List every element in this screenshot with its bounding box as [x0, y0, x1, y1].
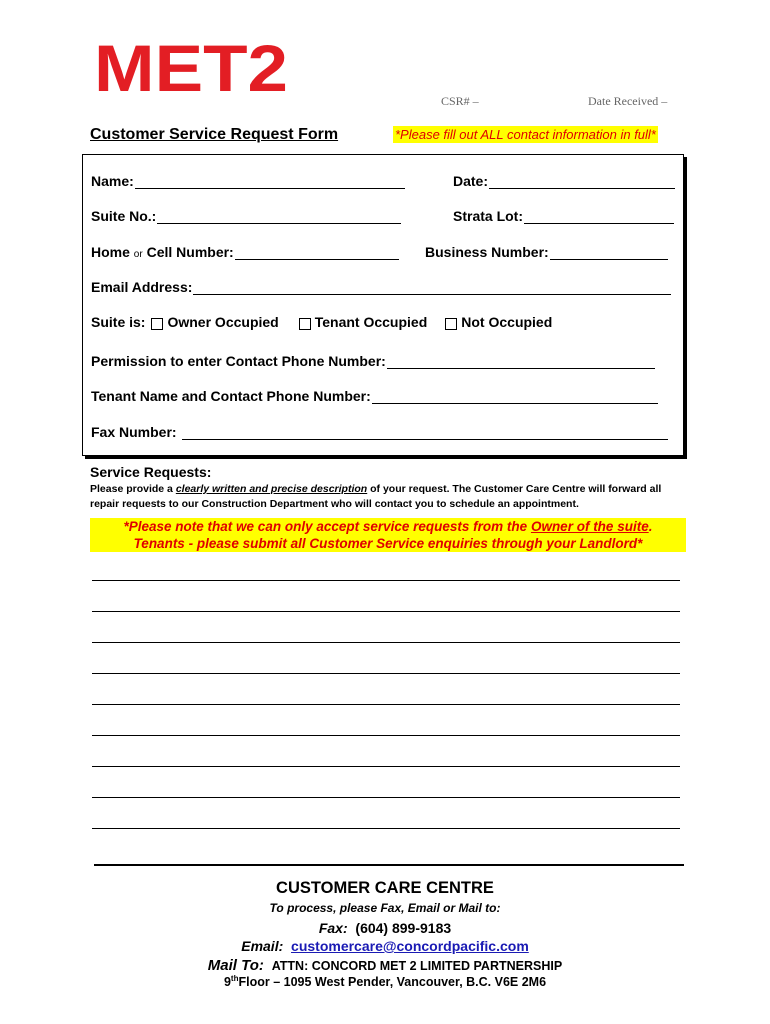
or-label: or: [133, 249, 143, 260]
owner-only-notice: [90, 518, 686, 552]
service-requests-title: Service Requests:: [90, 464, 212, 480]
strata-lot-label: Strata Lot:: [453, 208, 523, 224]
fax-number-input-line[interactable]: [182, 425, 668, 440]
instructions-emphasis: clearly written and precise description: [175, 483, 368, 495]
tenant-name-field[interactable]: [91, 388, 658, 404]
tenant-name-label: Tenant Name and Contact Phone Number:: [91, 388, 371, 404]
request-writing-line[interactable]: [92, 704, 680, 705]
contact-info-notice: *Please fill out ALL contact information in full*: [395, 127, 656, 142]
customer-care-title: CUSTOMER CARE CENTRE: [276, 879, 494, 897]
date-field[interactable]: [453, 173, 675, 189]
customer-care-subtitle: To process, please Fax, Email or Mail to:: [269, 901, 501, 915]
owner-occupied-checkbox[interactable]: [151, 318, 163, 330]
email-link[interactable]: customercare@concordpacific.com: [291, 938, 529, 954]
suite-no-label: Suite No.:: [91, 208, 157, 224]
date-input-line[interactable]: [489, 174, 675, 189]
strata-lot-input-line[interactable]: [524, 209, 674, 224]
name-input-line[interactable]: [135, 174, 405, 189]
request-writing-line[interactable]: [92, 797, 680, 798]
email-address-input-line[interactable]: [193, 280, 671, 295]
fax-label: Fax:: [318, 920, 348, 936]
not-occupied-label: Not Occupied: [461, 314, 553, 330]
mail-label: Mail To:: [207, 957, 264, 974]
business-number-label: Business Number:: [425, 244, 549, 260]
email-contact: [0, 938, 770, 954]
instructions-text-start: Please provide a: [90, 483, 173, 495]
business-number-field[interactable]: [425, 244, 668, 260]
met2-logo: [94, 36, 290, 98]
fax-value: (604) 899-9183: [355, 920, 452, 936]
request-writing-line[interactable]: [92, 673, 680, 674]
fax-number-field[interactable]: [91, 424, 668, 440]
fax-number-label: Fax Number:: [91, 424, 177, 440]
suite-no-field[interactable]: [91, 208, 401, 224]
tenant-occupied-label: Tenant Occupied: [314, 314, 428, 330]
email-label: Email:: [241, 938, 284, 954]
form-title: Customer Service Request Form: [90, 126, 339, 143]
strata-lot-field[interactable]: [453, 208, 674, 224]
cell-number-label: Cell Number:: [146, 244, 234, 260]
date-label: Date:: [453, 173, 489, 189]
section-divider: [94, 864, 684, 866]
owner-occupied-label: Owner Occupied: [167, 314, 279, 330]
request-writing-line[interactable]: [92, 642, 680, 643]
owner-notice-line-2: Tenants - please submit all Customer Service enquiries through your Landlord*: [133, 536, 643, 551]
home-cell-input-line[interactable]: [235, 245, 399, 260]
tenant-occupied-checkbox[interactable]: [299, 318, 311, 330]
mail-attn: ATTN: CONCORD MET 2 LIMITED PARTNERSHIP: [271, 959, 563, 973]
request-writing-line[interactable]: [92, 735, 680, 736]
date-received-label: Date Received –: [588, 94, 668, 108]
instructions-text-end: of your request. The Customer Care Centre will forward all repair requests to our Construction Department who will contact you to schedule an appointment.: [90, 483, 662, 510]
request-writing-line[interactable]: [92, 611, 680, 612]
owner-notice-line-1: *Please note that we can only accept service requests from the Owner of the suite.: [123, 519, 653, 534]
permission-field[interactable]: [91, 353, 655, 369]
business-number-input-line[interactable]: [550, 245, 668, 260]
suite-no-input-line[interactable]: [157, 209, 401, 224]
contact-info-box: [82, 154, 684, 456]
email-address-label: Email Address:: [91, 279, 193, 295]
home-label: Home: [91, 244, 130, 260]
request-writing-line[interactable]: [92, 828, 680, 829]
name-field[interactable]: [91, 173, 405, 189]
home-cell-field[interactable]: [91, 244, 399, 260]
met2-logo-text: MET2: [94, 36, 288, 98]
tenant-name-input-line[interactable]: [372, 389, 658, 404]
permission-label: Permission to enter Contact Phone Number:: [91, 353, 386, 369]
not-occupied-checkbox[interactable]: [445, 318, 457, 330]
request-writing-line[interactable]: [92, 580, 680, 581]
suite-is-label: Suite is:: [91, 314, 146, 330]
fax-contact: [0, 920, 770, 936]
csr-number-label: CSR# –: [441, 94, 479, 108]
name-label: Name:: [91, 173, 134, 189]
mail-contact: [0, 957, 770, 974]
mailing-address: 9thFloor – 1095 West Pender, Vancouver, B.C. V6E 2M6: [223, 974, 547, 990]
request-writing-line[interactable]: [92, 766, 680, 767]
suite-is-row: [91, 314, 552, 330]
owner-of-suite-emphasis: Owner of the suite: [530, 519, 649, 534]
service-requests-instructions: [90, 482, 690, 512]
email-address-field[interactable]: [91, 279, 671, 295]
permission-input-line[interactable]: [387, 354, 655, 369]
